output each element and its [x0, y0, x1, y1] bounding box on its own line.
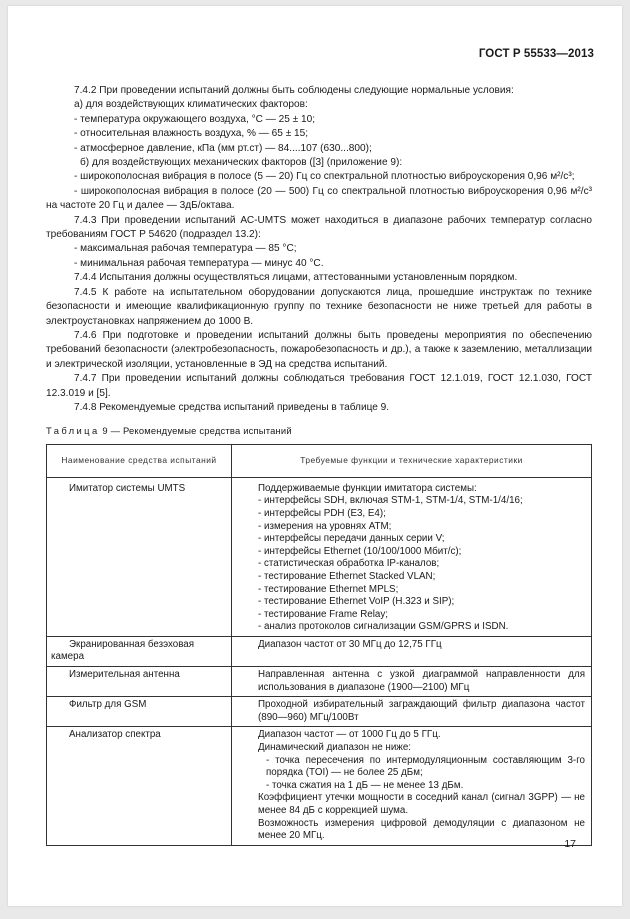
column-header-specs: Требуемые функции и технические характеристики	[232, 444, 592, 477]
list-item: - температура окружающего воздуха, °С — 25 ± 10;	[74, 113, 316, 125]
clause-7-4-2-b: б) для воздействующих механических факторов ([3] (приложение 9):	[80, 157, 403, 169]
clause-7-4-2-a: а) для воздействующих климатических факторов:	[74, 99, 308, 111]
list-item: - максимальная рабочая температура — 85 °С;	[74, 243, 297, 255]
equipment-name: Фильтр для GSM	[47, 697, 232, 727]
page-number: 17	[564, 838, 576, 850]
document-body	[46, 84, 592, 846]
list-item: - атмосферное давление, кПа (мм рт.ст) — 84....107 (630...800);	[74, 142, 372, 154]
table-row	[47, 636, 592, 666]
equipment-specs: Диапазон частот — от 1000 Гц до 5 ГГц. Динамический диапазон не ниже: - точка пересечения по интермодуляционным составляющим 3-го порядка (TOI) — не более 25 дБм; - точка сжатия на 1 дБ — не менее 13 дБм. Коэффициент утечки мощности в соседний канал (сигнал 3GPP) — не менее 84 дБ с коррекцией шума. Возможность измерения цифровой демодуляции с диапазоном не менее 20 МГц.	[232, 727, 592, 845]
table-caption: Таблица 9 — Рекомендуемые средства испытаний	[46, 425, 292, 437]
standard-header: ГОСТ Р 55533—2013	[478, 48, 594, 60]
test-equipment-table	[46, 444, 592, 846]
equipment-specs: Поддерживаемые функции имитатора системы: - интерфейсы SDH, включая STM-1, STM-1/4, STM-1/4/16; - интерфейсы PDH (E3, E4); - измерения на уровнях АТМ; - интерфейсы передачи данных серии V; - интерфейсы Ethernet (10/100/1000 Мбит/с); - статистическая обработка IP-каналов; - тестирование Ethernet Stacked VLAN; - тестирование Ethernet MPLS; - тестирование Ethernet VoIP (H.323 и SIP); - тестирование Frame Relay; - анализ протоколов сигнализации GSM/GPRS и ISDN.	[232, 481, 592, 637]
table-row	[47, 667, 592, 697]
table-row	[47, 697, 592, 727]
document-page	[8, 6, 622, 906]
clause-7-4-6: 7.4.6 При подготовке и проведении испытаний должны быть проведены мероприятия по обеспечению требований безопасности (электробезопасность, пожаробезопасность и др.), а также к заземлению, металлизации и электрической изоляции, установленные в ЭД на средства испытаний.	[46, 329, 592, 370]
equipment-specs: Направленная антенна с узкой диаграммой направленности для использования в диапазоне (1900—2100) МГц	[232, 667, 592, 697]
equipment-name: Экранированная безэховая камера	[47, 636, 232, 666]
clause-7-4-8: 7.4.8 Рекомендуемые средства испытаний приведены в таблице 9.	[74, 401, 390, 413]
list-item: - широкополосная вибрация в полосе (20 — 500) Гц со спектральной плотностью виброускорения 0,96 м²/с³ на частоте 20 Гц и далее — 3дБ/октава.	[46, 185, 592, 212]
clause-7-4-2: 7.4.2 При проведении испытаний должны быть соблюдены следующие нормальные условия:	[74, 85, 514, 96]
clause-7-4-3: 7.4.3 При проведении испытаний АС-UMTS может находиться в диапазоне рабочих температур согласно требованиям ГОСТ Р 54620 (подраздел 13.2):	[46, 214, 592, 241]
equipment-name: Имитатор системы UMTS	[47, 481, 232, 637]
clause-7-4-7: 7.4.7 При проведении испытаний должны соблюдаться требования ГОСТ 12.1.019, ГОСТ 12.1.030, ГОСТ 12.3.019 и [5].	[46, 373, 592, 399]
table-row	[47, 727, 592, 845]
equipment-name: Измерительная антенна	[47, 667, 232, 697]
table-row	[47, 481, 592, 637]
list-item: - относительная влажность воздуха, % — 65 ± 15;	[74, 128, 309, 140]
list-item: - минимальная рабочая температура — минус 40 °С.	[74, 257, 324, 269]
clause-7-4-4: 7.4.4 Испытания должны осуществляться лицами, аттестованными установленным порядком.	[74, 272, 518, 284]
list-item: - широкополосная вибрация в полосе (5 — 20) Гц со спектральной плотностью виброускорения 0,96 м²/с³;	[74, 171, 575, 183]
equipment-specs: Диапазон частот от 30 МГц до 12,75 ГГц	[232, 636, 592, 666]
column-header-name: Наименование средства испытаний	[47, 444, 232, 477]
equipment-specs: Проходной избирательный заграждающий фильтр диапазона частот (890—960) МГц/100Вт	[232, 697, 592, 727]
equipment-name: Анализатор спектра	[47, 727, 232, 845]
clause-7-4-5: 7.4.5 К работе на испытательном оборудовании допускаются лица, прошедшие инструктаж по технике безопасности и имеющие квалификационную группу по технике безопасности не ниже третьей для работы в электроустановках напряжением до 1000 В.	[46, 286, 592, 327]
